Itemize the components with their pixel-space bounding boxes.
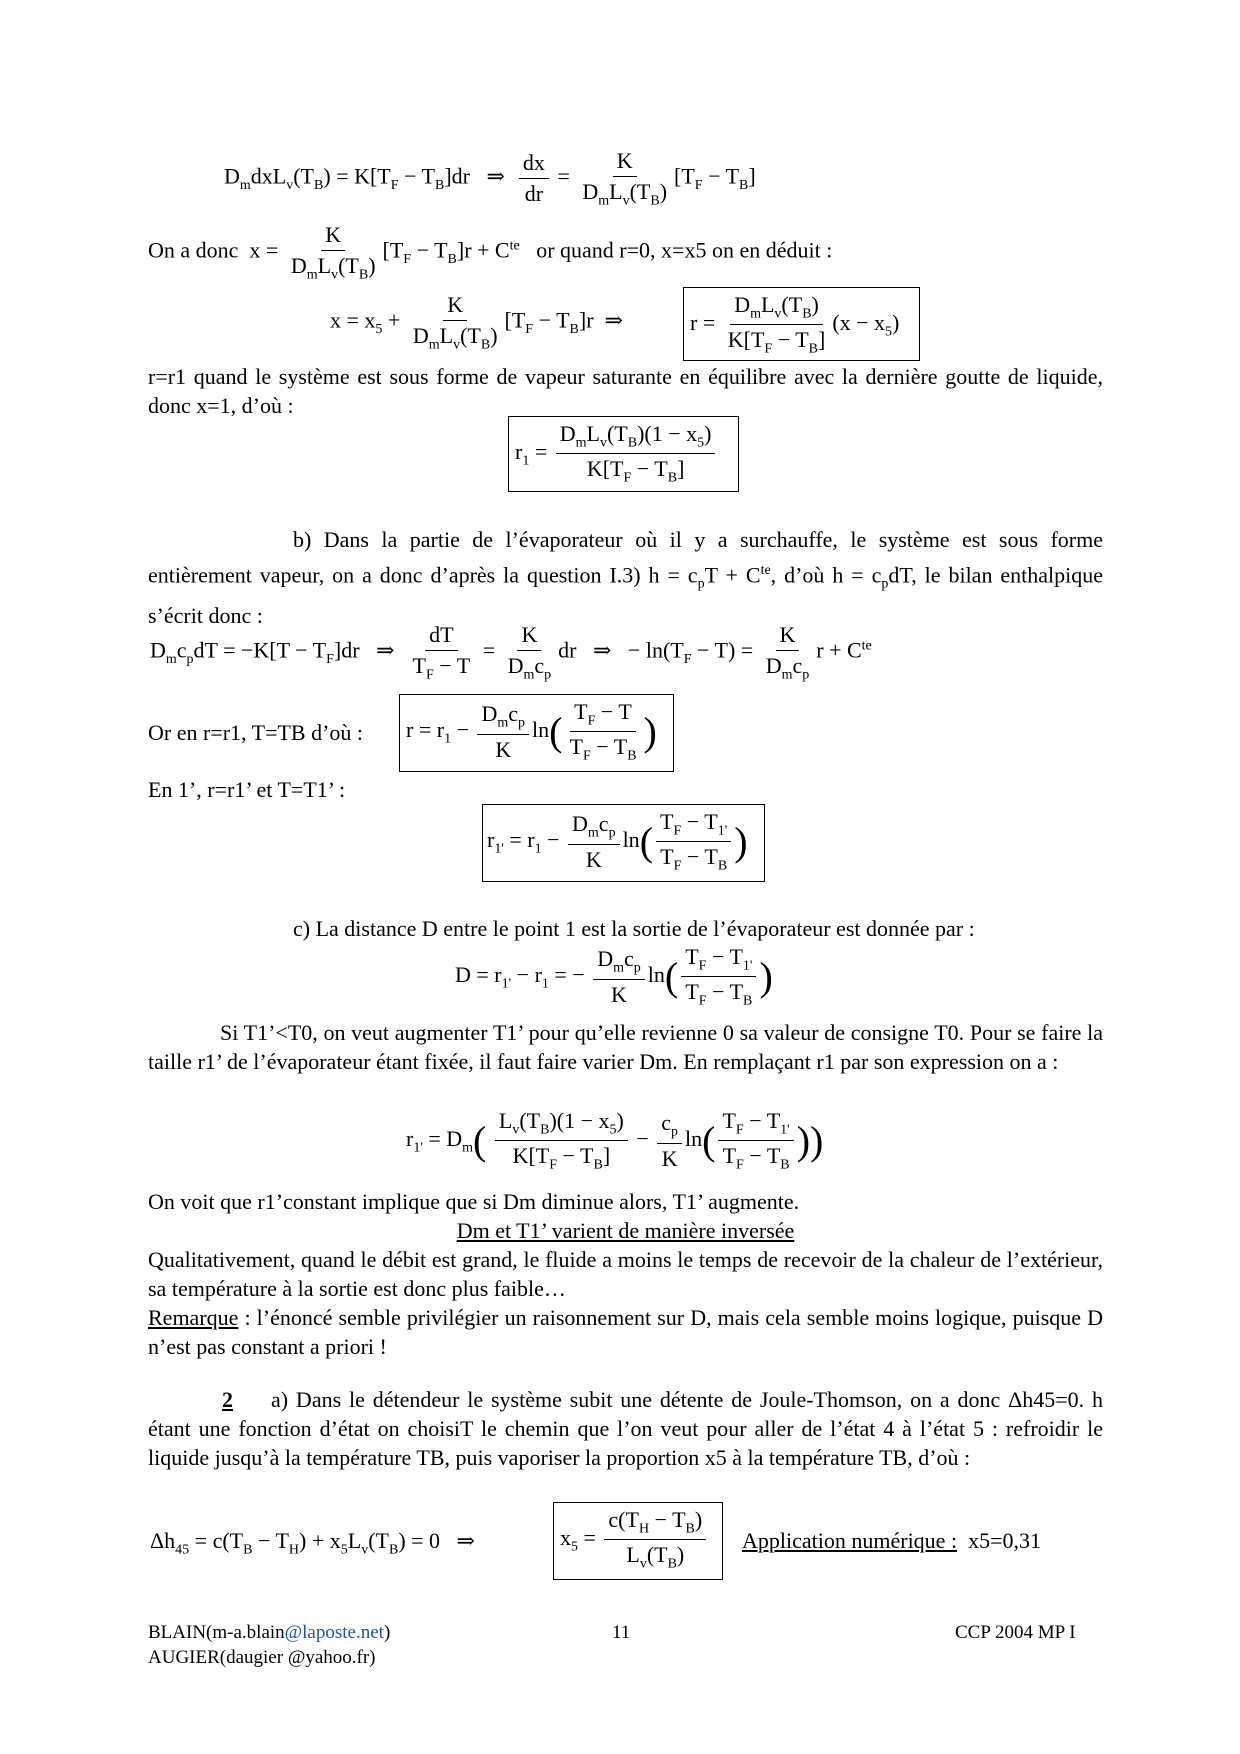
equation-x-of-r: $x = x_5$ + $\frac{K}{D_mL_v(T_B)}$ $[T_F - T_B]r$ ⇒ [330,292,623,353]
label-en-1prime: En 1’, r=r1’ et T=T1’ : [148,777,346,802]
paragraph-si-t1prime: Si T1’<T0, on veut augmenter T1’ pour qu’elle revienne 0 sa valeur de consigne T0. Pour se faire la taille r1’ de l’évaporateur étant fixée, il faut faire varier Dm. En remplaçant r1 par son expression on a : [148,1020,1103,1074]
conclusion-inverse-variation: Dm et T1’ varient de manière inversée [456,1218,795,1243]
paragraph-remarque: Remarque : l’énoncé semble privilégier un raisonnement sur D, mais cela semble moins logique, puisque D n’est pas constant a priori ! [148,1305,1103,1359]
email-link[interactable]: @laposte.net [284,1622,384,1643]
footer-authors: BLAIN(m-a.blain@laposte.net) AUGIER(daugier @yahoo.fr) [148,1622,391,1668]
boxed-r-expression: r = $\frac{D_mL_v(T_B)}{K[T_F - T_B]}$ $(x - x_5)$ [683,287,920,361]
equation-superheat-balance: $D_mc_pdT = -K[T - T_F]dr$ ⇒ $\frac{dT}{T_F - T}$ = $\frac{K}{D_mc_p}$ dr ⇒ − $\ln(T_F - T)$ = $\frac{K}{D_mc_p}$ $r + C^{te}$ [150,622,872,683]
paragraph-qualitativement: Qualitativement, quand le débit est grand, le fluide a moins le temps de recevoir de la chaleur de l’extérieur, sa température à la sortie est donc plus faible… [148,1247,1103,1301]
boxed-r-superheat: $r = r_1$ − $\frac{D_mc_p}{K}$ ln( $\frac{T_F - T}{T_F - T_B}$ ) [399,694,674,772]
paragraph-b-surchauffe: b) Dans la partie de l’évaporateur où il y a surchauffe, le système est sous forme entièrement vapeur, on a donc d’après la question I.3) $h = c_pT + C^{te}$, d’où $h = c_pdT$, le bilan enthalpique s’écrit donc : [148,527,1104,628]
boxed-r1-expression: $r_1$ = $\frac{D_mL_v(T_B)(1 - x_5)}{K[T_F - T_B]}$ [508,416,739,492]
paragraph-c-distance: c) La distance D entre le point 1 est la sortie de l’évaporateur est donnée par : [293,916,975,941]
equation-r1prime-Dm: $r_{1'} = D_m$( $\frac{L_v(T_B)(1 - x_5)}{K[T_F - T_B]}$ − $\frac{c_p}{K}$ ln( $\frac{T_F - T_{1'}}{T_F - T_B}$ )) [406,1108,824,1173]
footer-page-number: 11 [612,1622,631,1643]
boxed-x5-expression: $x_5$ = $\frac{c(T_H - T_B)}{L_v(T_B)}$ [553,1502,723,1580]
footer-exam-name: CCP 2004 MP I [955,1622,1076,1643]
paragraph-r1-saturation: r=r1 quand le système est sous forme de vapeur saturante en équilibre avec la dernière goutte de liquide, donc x=1, d’où : [148,364,1103,418]
paragraph-on-voit: On voit que r1’constant implique que si Dm diminue alors, T1’ augmente. [148,1189,800,1214]
equation-distance-D: $D = r_{1'} - r_1$ = − $\frac{D_mc_p}{K}$ ln( $\frac{T_F - T_{1'}}{T_F - T_B}$ ) [455,944,773,1009]
paragraph-section-2: 2 a) Dans le détendeur le système subit une détente de Joule-Thomson, on a donc Δh45=0. h étant une fonction d’état on choisiT le chemin que l’on veut pour aller de l’état 4 à l’état 5 : refroidir le liquide jusqu’à la température TB, puis vaporiser la proportion x5 à la température TB, d’où : [148,1387,1103,1470]
numerical-application: Application numérique : x5=0,31 [742,1528,1041,1553]
equation-x-general: On a donc x = $\frac{K}{D_mL_v(T_B)}$ $[T_F - T_B]r + C^{te}$ or quand r=0, x=x5 on en déduit : [148,222,833,283]
equation-enthalpy-detente: $\Delta h_{45} = c(T_B - T_H) + x_5L_v(T_B) = 0$ ⇒ [150,1528,475,1558]
boxed-r1prime: $r_{1'} = r_1$ − $\frac{D_mc_p}{K}$ ln( $\frac{T_F - T_{1'}}{T_F - T_B}$ ) [482,804,765,882]
equation-energy-balance: $D_mdxL_v(T_B) = K[T_F - T_B]dr$ ⇒ $\frac{dx}{dr}$ = $\frac{K}{D_mL_v(T_B)}$ $[T_F - T_B]$ [224,148,756,209]
label-or-en-r1: Or en r=r1, T=TB d’où : [148,720,364,745]
